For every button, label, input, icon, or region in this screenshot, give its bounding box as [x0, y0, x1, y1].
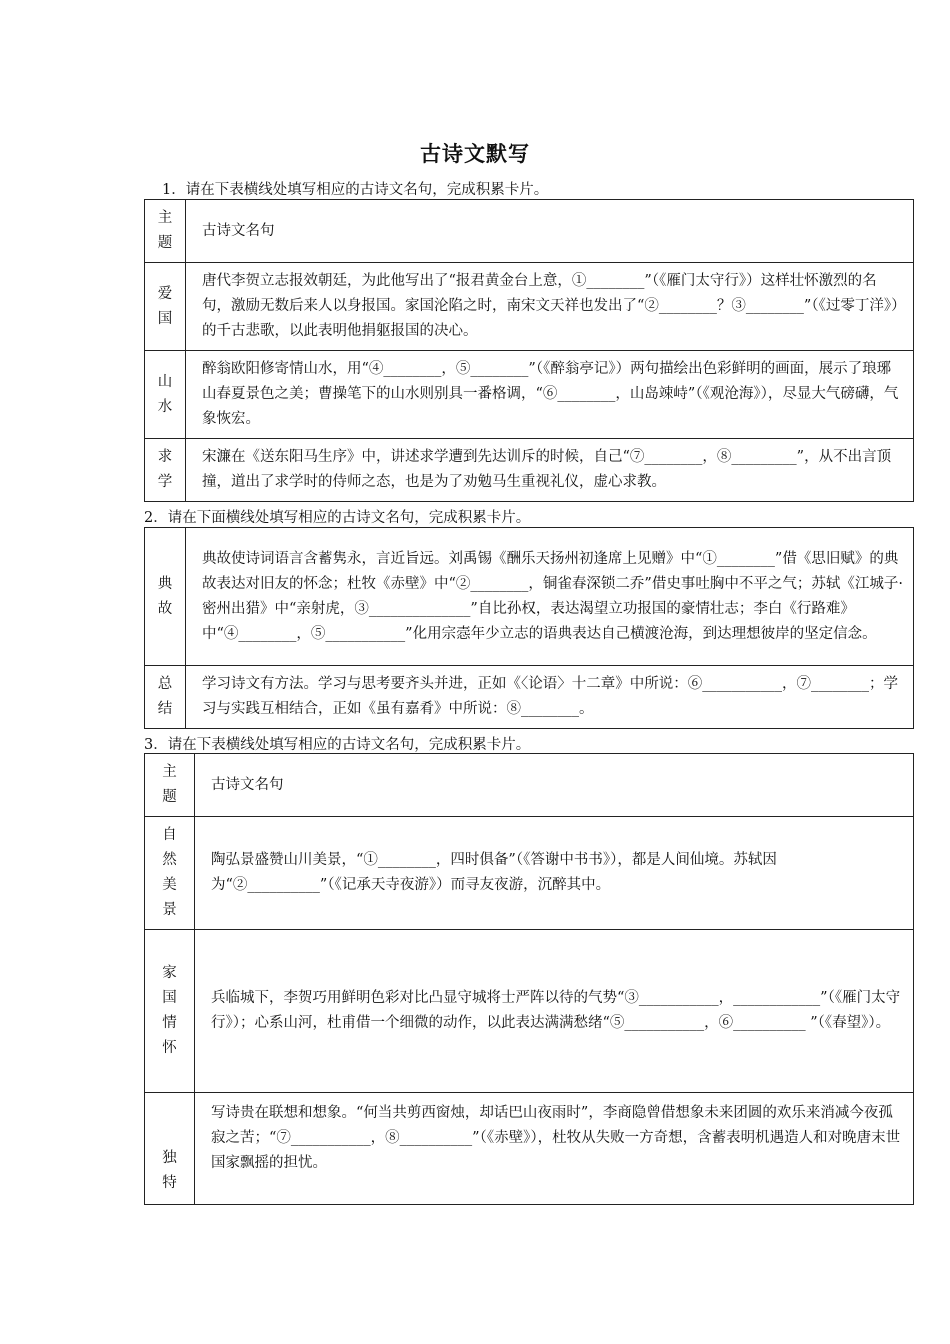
table-header-row [145, 200, 914, 263]
table-row [145, 1093, 914, 1205]
question-3-prompt: 3．请在下表横线处填写相应的古诗文名句，完成积累卡片。 [144, 737, 531, 753]
table-row [145, 528, 914, 666]
table-row [145, 263, 914, 351]
table-row [145, 666, 914, 729]
row-theme: 山 水 [145, 351, 186, 439]
row-content[interactable]: 写诗贵在联想和想象。“何当共剪西窗烛，却话巴山夜雨时”，李商隐曾借想象未来团圆的欢乐来消减今夜孤寂之苦；“⑦___________，⑧__________”（《赤壁》），杜牧从失败一方奇想，含蓄表明机遇造人和对晚唐末世国家飘摇的担忧。 [195, 1093, 914, 1205]
question-2-prompt: 2．请在下面横线处填写相应的古诗文名句，完成积累卡片。 [144, 510, 531, 526]
table-row [145, 351, 914, 439]
row-content[interactable]: 学习诗文有方法。学习与思考要齐头并进，正如《〈论语〉十二章》中所说：⑥___________，⑦________；学习与实践互相结合，正如《虽有嘉肴》中所说：⑧________。 [186, 666, 914, 729]
theme-header: 主 题 [145, 200, 186, 263]
table-row [145, 930, 914, 1093]
row-theme: 家 国 情 怀 [145, 930, 195, 1093]
page-title: 古诗文默写 [420, 142, 530, 166]
row-content[interactable]: 兵临城下，李贺巧用鲜明色彩对比凸显守城将士严阵以待的气势“③___________，____________”（《雁门太守行》）；心系山河，杜甫借一个细微的动作，以此表达满满愁绪“⑤___________，⑥__________ ”（《春望》）。 [195, 930, 914, 1093]
row-content[interactable]: 唐代李贺立志报效朝廷，为此他写出了“报君黄金台上意，①________”（《雁门太守行》）这样壮怀激烈的名句，激励无数后来人以身报国。家国沦陷之时，南宋文天祥也发出了“②________？③________”（《过零丁洋》）的千古悲歌，以此表明他捐躯报国的决心。 [186, 263, 914, 351]
question-3-table [144, 753, 914, 1205]
row-theme: 求 学 [145, 439, 186, 502]
question-1-table [144, 199, 914, 502]
row-theme: 自 然 美 景 [145, 817, 195, 930]
question-2-table [144, 527, 914, 729]
content-header: 古诗文名句 [186, 200, 914, 263]
table-row [145, 817, 914, 930]
row-theme: 典 故 [145, 528, 186, 666]
row-content[interactable]: 宋濂在《送东阳马生序》中，讲述求学遭到先达训斥的时候，自己“⑦________，⑧_________”，从不出言顶撞，道出了求学时的侍师之态，也是为了劝勉马生重视礼仪，虚心求教。 [186, 439, 914, 502]
row-content[interactable]: 陶弘景盛赞山川美景，“①________，四时俱备”（《答谢中书书》），都是人间仙境。苏轼因为“②__________”（《记承天寺夜游》）而寻友夜游，沉醉其中。 [195, 817, 914, 930]
row-content[interactable]: 醉翁欧阳修寄情山水，用“④________，⑤________”（《醉翁亭记》）两句描绘出色彩鲜明的画面，展示了琅琊山春夏景色之美；曹操笔下的山水则别具一番格调，“⑥________，山岛竦峙”（《观沧海》），尽显大气磅礴，气象恢宏。 [186, 351, 914, 439]
table-header-row [145, 754, 914, 817]
table-row [145, 439, 914, 502]
row-theme: 独 特 [145, 1093, 195, 1205]
content-header: 古诗文名句 [195, 754, 914, 817]
row-theme: 总 结 [145, 666, 186, 729]
row-content[interactable]: 典故使诗词语言含蓄隽永，言近旨远。刘禹锡《酬乐天扬州初逢席上见赠》中“①________”借《思旧赋》的典故表达对旧友的怀念；杜牧《赤壁》中“②________，铜雀春深锁二乔”借史事吐胸中不平之气；苏轼《江城子·密州出猎》中“亲射虎，③______________”自比孙权，表达渴望立功报国的豪情壮志；李白《行路难》中“④________，⑤___________”化用宗悫年少立志的语典表达自己横渡沧海，到达理想彼岸的坚定信念。 [186, 528, 914, 666]
question-1-prompt: 1．请在下表横线处填写相应的古诗文名句，完成积累卡片。 [162, 182, 549, 198]
row-theme: 爱 国 [145, 263, 186, 351]
theme-header: 主 题 [145, 754, 195, 817]
